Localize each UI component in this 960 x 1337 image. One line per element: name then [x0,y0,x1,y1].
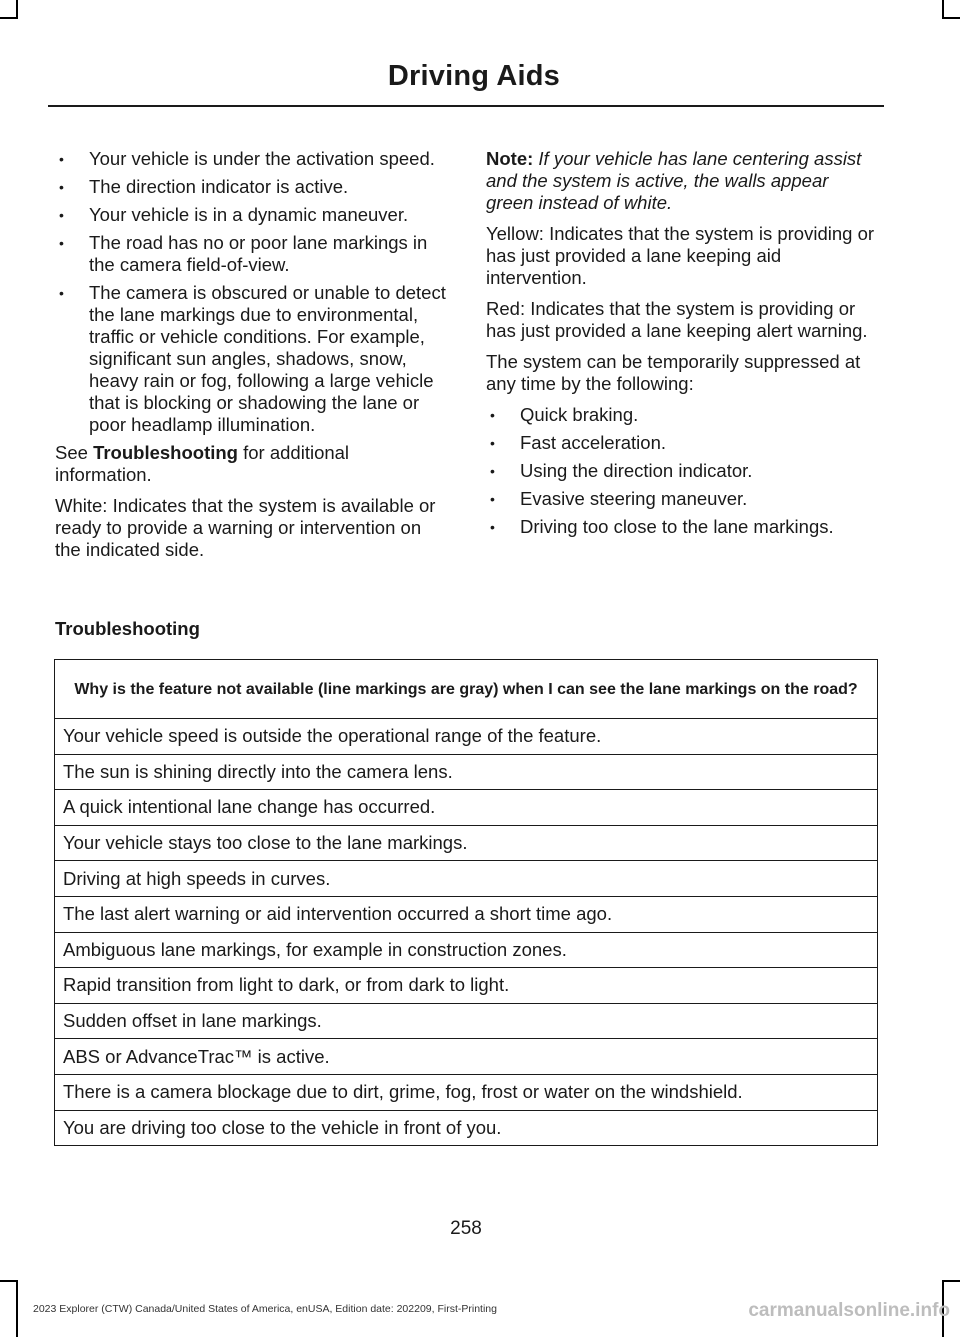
crop-mark-top-right-h [942,17,960,19]
left-column [55,148,447,570]
table-row [55,825,878,861]
table-cell: Sudden offset in lane markings. [55,1003,878,1039]
table-header-cell: Why is the feature not available (line markings are gray) when I can see the lane markings on the road? [55,660,878,719]
see-suffix: for additional information. [55,442,350,485]
note-label: Note: [486,148,534,169]
crop-mark-top-left-h [0,17,18,19]
see-troubleshooting-paragraph [55,442,447,486]
table-row [55,861,878,897]
watermark: carmanualsonline.info [748,1300,950,1321]
troubleshooting-table [54,659,878,1146]
table-row [55,932,878,968]
yellow-indicator-paragraph: Yellow: Indicates that the system is providing or has just provided a lane keeping aid intervention. [486,223,875,288]
troubleshooting-heading: Troubleshooting [55,618,200,639]
table-cell: A quick intentional lane change has occurred. [55,790,878,826]
condition-list [55,148,447,436]
note-text: If your vehicle has lane centering assist and the system is active, the walls appear green instead of white. [486,148,862,213]
table-cell: The last alert warning or aid intervention occurred a short time ago. [55,896,878,932]
see-prefix: See [55,442,94,463]
crop-mark-bottom-left-v [16,1280,18,1337]
list-item: • The road has no or poor lane markings in the camera field-of-view. [55,232,447,276]
list-item: • Fast acceleration. [486,432,880,454]
white-indicator-paragraph: White: Indicates that the system is available or ready to provide a warning or intervention on the indicated side. [55,495,436,560]
crop-mark-bottom-right-h [942,1280,960,1282]
table-row [55,1039,878,1075]
table-row [55,754,878,790]
table-cell: Rapid transition from light to dark, or from dark to light. [55,968,878,1004]
header-divider [48,105,884,107]
list-item: • Driving too close to the lane markings. [486,516,880,538]
crop-mark-top-left-v [16,0,18,18]
suppression-list [486,404,880,538]
table-row [55,790,878,826]
table-header-row [55,660,878,719]
table-cell: Driving at high speeds in curves. [55,861,878,897]
right-column [486,148,880,544]
list-item: • The direction indicator is active. [55,176,447,198]
table-row [55,896,878,932]
edition-footer: 2023 Explorer (CTW) Canada/United States of America, enUSA, Edition date: 202209, First-Printing [33,1303,497,1315]
table-cell: Your vehicle stays too close to the lane markings. [55,825,878,861]
red-indicator-paragraph: Red: Indicates that the system is providing or has just provided a lane keeping alert warning. [486,298,868,341]
list-item: • Your vehicle is under the activation speed. [55,148,447,170]
page-number: 258 [450,1218,482,1239]
crop-mark-top-right-v [942,0,944,18]
list-item: • Using the direction indicator. [486,460,880,482]
troubleshooting-reference: Troubleshooting [93,442,238,463]
table-row [55,968,878,1004]
page-title: Driving Aids [387,60,560,92]
table-cell: Ambiguous lane markings, for example in construction zones. [55,932,878,968]
table-cell: The sun is shining directly into the camera lens. [55,754,878,790]
table-row [55,1003,878,1039]
table-row [55,1074,878,1110]
list-item: • The camera is obscured or unable to detect the lane markings due to environmental, traffic or vehicle conditions. For example, significant sun angles, shadows, snow, heavy rain or fog, following a large vehicle that is blocking or shadowing the lane or poor headlamp illumination. [55,282,447,436]
table-row [55,1110,878,1146]
note-paragraph [486,148,880,214]
suppression-paragraph: The system can be temporarily suppressed at any time by the following: [486,351,861,394]
table-cell: You are driving too close to the vehicle in front of you. [55,1110,878,1146]
crop-mark-bottom-left-h [0,1280,18,1282]
list-item: • Evasive steering maneuver. [486,488,880,510]
table-cell: Your vehicle speed is outside the operational range of the feature. [55,719,878,755]
table-cell: There is a camera blockage due to dirt, grime, fog, frost or water on the windshield. [55,1074,878,1110]
list-item: • Your vehicle is in a dynamic maneuver. [55,204,447,226]
table-cell: ABS or AdvanceTrac™ is active. [55,1039,878,1075]
table-row [55,719,878,755]
list-item: • Quick braking. [486,404,880,426]
